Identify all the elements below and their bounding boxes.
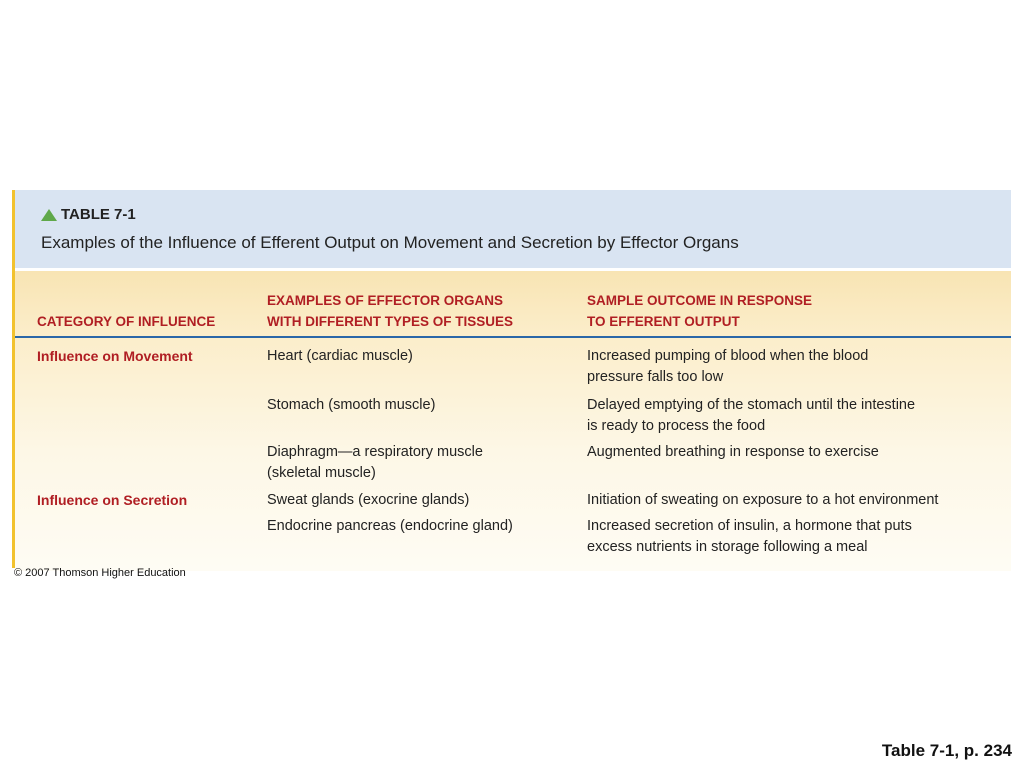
- organ-line: Diaphragm—a respiratory muscle: [267, 444, 483, 460]
- triangle-icon: [41, 209, 57, 221]
- header-divider: [15, 336, 1011, 338]
- outcome-line: Increased secretion of insulin, a hormone that puts: [587, 518, 912, 534]
- table-label: [41, 206, 136, 223]
- outcome-line: excess nutrients in storage following a meal: [587, 539, 868, 555]
- outcome-cell: [587, 346, 868, 388]
- organ-line: Heart (cardiac muscle): [267, 348, 413, 364]
- organ-cell: [267, 395, 435, 416]
- category-movement: Influence on Movement: [37, 348, 193, 364]
- outcome-cell: [587, 395, 915, 437]
- column-header-outcome-line2: TO EFFERENT OUTPUT: [587, 314, 740, 329]
- outcome-cell: [587, 490, 938, 511]
- outcome-line: Initiation of sweating on exposure to a hot environment: [587, 492, 939, 508]
- column-header-outcome-line1: SAMPLE OUTCOME IN RESPONSE: [587, 293, 813, 308]
- table-header-band: [15, 190, 1011, 268]
- organ-cell: [267, 490, 469, 511]
- column-header-category-text: CATEGORY OF INFLUENCE: [37, 314, 216, 329]
- copyright-notice: © 2007 Thomson Higher Education: [14, 567, 186, 579]
- organ-line: Sweat glands (exocrine glands): [267, 492, 470, 508]
- column-header-organs-line1: EXAMPLES OF EFFECTOR ORGANS: [267, 293, 504, 308]
- organ-cell: [267, 442, 483, 484]
- outcome-line: Delayed emptying of the stomach until the intestine: [587, 397, 916, 413]
- column-header-organs: [267, 290, 513, 332]
- organ-line: (skeletal muscle): [267, 465, 376, 481]
- organ-line: Endocrine pancreas (endocrine gland): [267, 518, 513, 534]
- slide-caption: Table 7-1, p. 234: [881, 741, 1012, 760]
- category-secretion: Influence on Secretion: [37, 492, 188, 508]
- outcome-cell: [587, 516, 912, 558]
- table-7-1: [12, 190, 1011, 568]
- outcome-cell: [587, 442, 879, 463]
- organ-line: Stomach (smooth muscle): [267, 397, 436, 413]
- column-header-category: [37, 311, 215, 332]
- outcome-line: Increased pumping of blood when the blood: [587, 348, 869, 364]
- outcome-line: is ready to process the food: [587, 418, 766, 434]
- column-header-outcome: [587, 290, 812, 332]
- organ-cell: [267, 516, 513, 537]
- outcome-line: pressure falls too low: [587, 369, 724, 385]
- outcome-line: Augmented breathing in response to exercise: [587, 444, 879, 460]
- table-label-text: TABLE 7-1: [61, 206, 136, 223]
- table-title: Examples of the Influence of Efferent Output on Movement and Secretion by Effector Organs: [41, 233, 739, 252]
- column-header-organs-line2: WITH DIFFERENT TYPES OF TISSUES: [267, 314, 514, 329]
- organ-cell: [267, 346, 413, 367]
